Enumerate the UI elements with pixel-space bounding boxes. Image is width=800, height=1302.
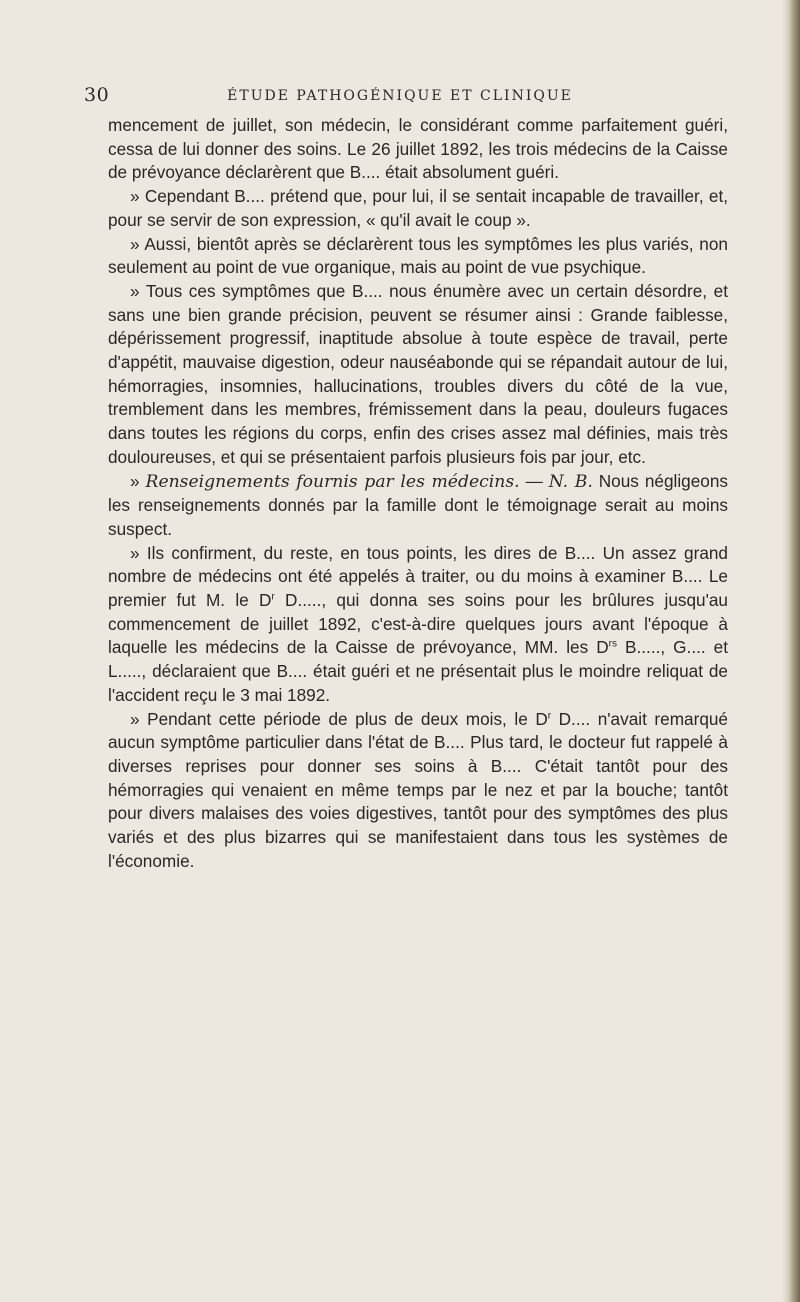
running-head: ÉTUDE PATHOGÉNIQUE ET CLINIQUE xyxy=(227,88,573,104)
superscript-r: r xyxy=(271,591,275,603)
paragraph-5 xyxy=(108,470,728,542)
dash: — xyxy=(519,470,549,491)
superscript-r: r xyxy=(547,709,552,721)
body-text xyxy=(108,114,728,874)
nota-bene: N. B. xyxy=(548,471,593,492)
quote-mark: » xyxy=(130,470,146,491)
page-edge-shadow xyxy=(782,0,800,1302)
paragraph-3: » Aussi, bientôt après se déclarèrent tous les symptômes les plus variés, non seulement au point de vue organique, mais au point de vue psychique. xyxy=(108,233,728,278)
paragraph-5-text: Nous négligeons les renseignements donnés par la famille dont le témoignage serait au moins suspect. xyxy=(108,470,728,539)
superscript-rs: rs xyxy=(608,638,617,650)
paragraph-1: mencement de juillet, son médecin, le considérant comme parfaitement guéri, cessa de lui donner des soins. Le 26 juillet 1892, les trois médecins de la Caisse de prévoyance déclarèrent que B.... était absolument guéri. xyxy=(108,115,728,183)
paragraph-7-part-a: » Pendant cette période de plus de deux mois, le D xyxy=(130,708,548,729)
section-heading: Renseignements fournis par les médecins. xyxy=(145,471,520,492)
paragraph-7-part-b: D.... n'avait remarqué aucun symptôme particulier dans l'état de B.... Plus tard, le docteur fut rappelé à diverses reprises pour donner ses soins à B.... C'était tantôt pour des hémorragies qui venaient en même temps par le nez et par la bouche; tantôt pour divers malaises des voies digestives, tantôt pour des symptômes des plus variés et des plus bizarres qui se manifestaient dans tous les systèmes de l'économie. xyxy=(108,708,728,871)
paragraph-6-part-b: D....., qui donna ses soins pour les brûlures jusqu'au commencement de juillet 1892, c'est-à-dire quelques jours avant l'époque à laquelle les médecins de la Caisse de prévoyance, MM. les D xyxy=(108,590,728,658)
paragraph-7 xyxy=(108,708,728,874)
paragraph-2: » Cependant B.... prétend que, pour lui, il se sentait incapable de travailler, et, pour se servir de son expression, « qu'il avait le coup ». xyxy=(108,186,728,230)
paragraph-6 xyxy=(108,542,728,708)
paragraph-6-part-a: » Ils confirment, du reste, en tous points, les dires de B.... Un assez grand nombre de médecins ont été appelés à traiter, ou du moins à examiner B.... Le premier fut M. le D xyxy=(108,542,728,611)
paragraph-6-part-c: B....., G.... et L....., déclaraient que B.... était guéri et ne présentait plus le moindre reliquat de l'accident reçu le 3 mai 1892. xyxy=(108,637,729,705)
page-number: 30 xyxy=(84,84,110,106)
paragraph-4: » Tous ces symptômes que B.... nous énumère avec un certain désordre, et sans une bien grande précision, peuvent se résumer ainsi : Grande faiblesse, dépérissement progressif, inaptitude absolue à toute espèce de travail, perte d'appétit, mauvaise digestion, odeur nauséabonde qui se répandait autour de lui, hémorragies, insomnies, hallucinations, troubles divers du côté de la vue, tremblement dans les membres, frémissement dans la peau, douleurs fugaces dans toutes les régions du corps, enfin des crises assez mal définies, mais très douloureuses, et qui se présentaient parfois plusieurs fois par jour, etc. xyxy=(108,280,728,467)
